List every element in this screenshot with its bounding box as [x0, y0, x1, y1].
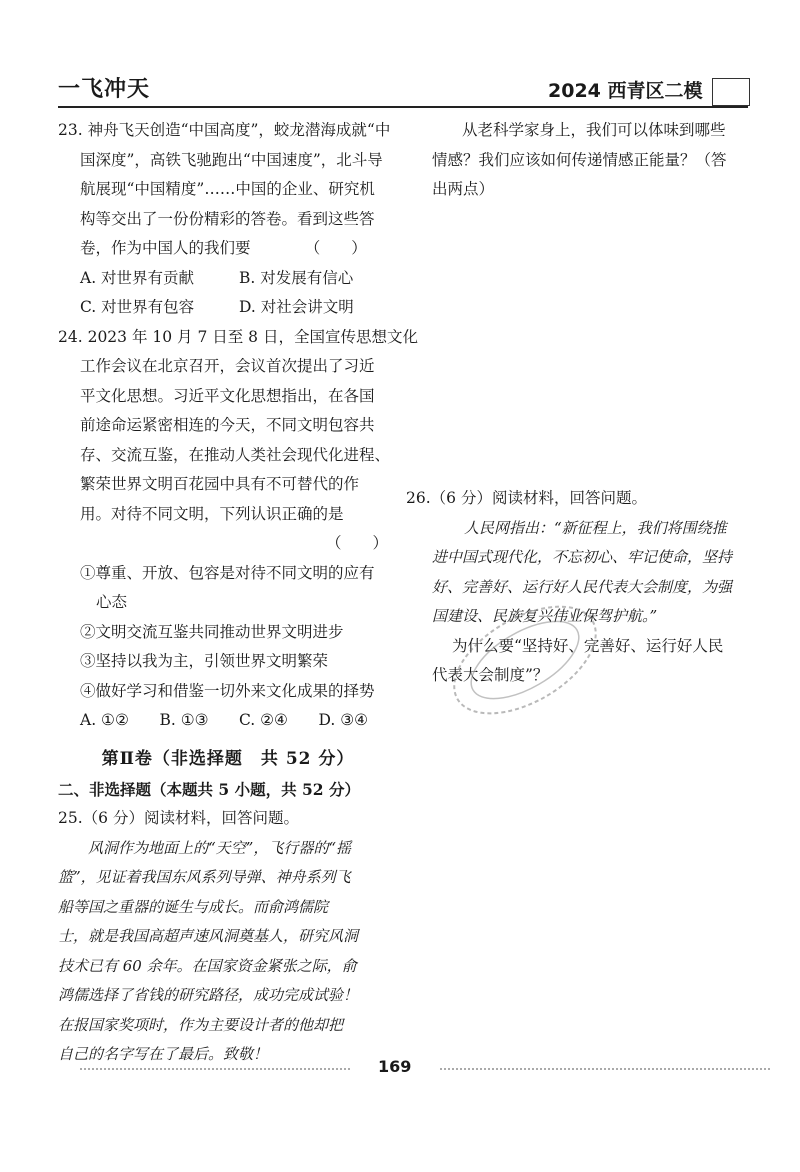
question-25	[58, 804, 398, 1070]
corner-logo-box	[712, 78, 750, 106]
q24-statement: ④做好学习和借鉴一切外来文化成果的择势	[80, 681, 375, 700]
brand-title: 一飞冲天	[58, 77, 151, 102]
q25-material-line: 士，就是我国高超声速风洞奠基人，研究风洞	[58, 927, 359, 945]
footer-dots-right	[440, 1068, 770, 1070]
page-number: 169	[378, 1057, 412, 1076]
footer-dots-left	[80, 1068, 350, 1070]
q24-option-b: B. ①③	[159, 711, 209, 729]
q23-option-b: B. 对发展有信心	[239, 268, 354, 287]
q23-option-d: D. 对社会讲文明	[239, 298, 354, 316]
q23-line: 航展现“中国精度”……中国的企业、研究机	[80, 180, 375, 198]
q23-options-row	[58, 293, 398, 323]
q25-material-line: 篮”，见证着我国东风系列导弹、神舟系列飞	[58, 868, 351, 886]
header-divider	[58, 106, 748, 108]
q24-option-d: D. ③④	[318, 711, 369, 729]
q23-line: 构等交出了一份份精彩的答卷。看到这些答	[80, 209, 375, 228]
q24-statement: ②文明交流互鉴共同推动世界文明进步	[80, 622, 344, 641]
q25-material-line: 技术已有 60 余年。在国家资金紧张之际，俞	[58, 956, 357, 975]
q26-material-line: 进中国式现代化，不忘初心、牢记使命，坚持	[432, 548, 733, 566]
exam-title: 2024 西青区二模	[548, 80, 703, 102]
q24-line: 24. 2023 年 10 月 7 日至 8 日，全国宣传思想文化	[58, 327, 418, 346]
q25-question	[418, 116, 753, 205]
q23-line: 23. 神舟飞天创造“中国高度”，蛟龙潜海成就“中	[58, 121, 391, 139]
q26-question-line: 为什么要“坚持好、完善好、运行好人民	[452, 636, 724, 655]
q23-line: 卷，作为中国人的我们要 （ ）	[80, 239, 367, 257]
q24-statement-cont: 心态	[96, 593, 128, 611]
q26-question-line: 代表大会制度”？	[432, 666, 549, 684]
q25-material-line: 风洞作为地面上的“天空”，飞行器的“摇	[88, 838, 352, 857]
question-24	[58, 323, 418, 736]
q26-material-line: 人民网指出：“新征程上，我们将围绕推	[464, 518, 727, 537]
q25-title: 25.（6 分）阅读材料，回答问题。	[58, 809, 299, 827]
q25-material-line: 在报国家奖项时，作为主要设计者的他却把	[58, 1015, 344, 1034]
q26-material-line: 好、完善好、运行好人民代表大会制度，为强	[432, 577, 733, 596]
question-23	[58, 116, 398, 323]
q23-option-a: A. 对世界有贡献	[80, 268, 195, 287]
q25-material-line: 自己的名字写在了最后。致敬！	[58, 1045, 269, 1063]
q24-line: 用。对待不同文明，下列认识正确的是	[80, 504, 344, 523]
q24-line: 存、交流互鉴，在推动人类社会现代化进程、	[80, 445, 391, 464]
q25-question-line: 从老科学家身上，我们可以体味到哪些	[462, 121, 726, 139]
section-2-title: 第Ⅱ卷（非选择题 共 52 分）	[101, 748, 355, 769]
q24-line: 平文化思想。习近平文化思想指出，在各国	[80, 386, 375, 405]
q24-option-c: C. ②④	[239, 711, 288, 729]
q24-answer-paren: （ ）	[325, 534, 388, 552]
q24-statement: ①尊重、开放、包容是对待不同文明的应有	[80, 563, 375, 582]
q24-line: 工作会议在北京召开，会议首次提出了习近	[80, 357, 375, 375]
q25-material-line: 船等国之重器的诞生与成长。而俞鸿儒院	[58, 897, 329, 916]
q26-material-line: 国建设、民族复兴伟业保驾护航。”	[432, 607, 658, 625]
right-column	[406, 116, 753, 684]
q25-material-line: 鸿儒选择了省钱的研究路径，成功完成试验！	[58, 986, 359, 1004]
q23-option-c: C. 对世界有包容	[80, 298, 195, 316]
q25-question-line: 情感？我们应该如何传递情感正能量？（答	[432, 150, 727, 169]
q24-line: 前途命运紧密相连的今天，不同文明包容共	[80, 416, 375, 434]
q25-question-line: 出两点）	[432, 180, 495, 198]
q24-line: 繁荣世界文明百花园中具有不可替代的作	[80, 475, 360, 493]
q24-option-a: A. ①②	[80, 711, 129, 729]
q24-options-row	[58, 706, 398, 736]
q23-options-row	[58, 264, 398, 294]
q23-line: 国深度”，高铁飞驰跑出“中国速度”，北斗导	[80, 150, 383, 169]
q24-statement: ③坚持以我为主，引领世界文明繁荣	[80, 652, 329, 670]
q26-title: 26.（6 分）阅读材料，回答问题。	[406, 489, 647, 507]
section-2-subtitle: 二、非选择题（本题共 5 小题，共 52 分）	[58, 779, 360, 799]
